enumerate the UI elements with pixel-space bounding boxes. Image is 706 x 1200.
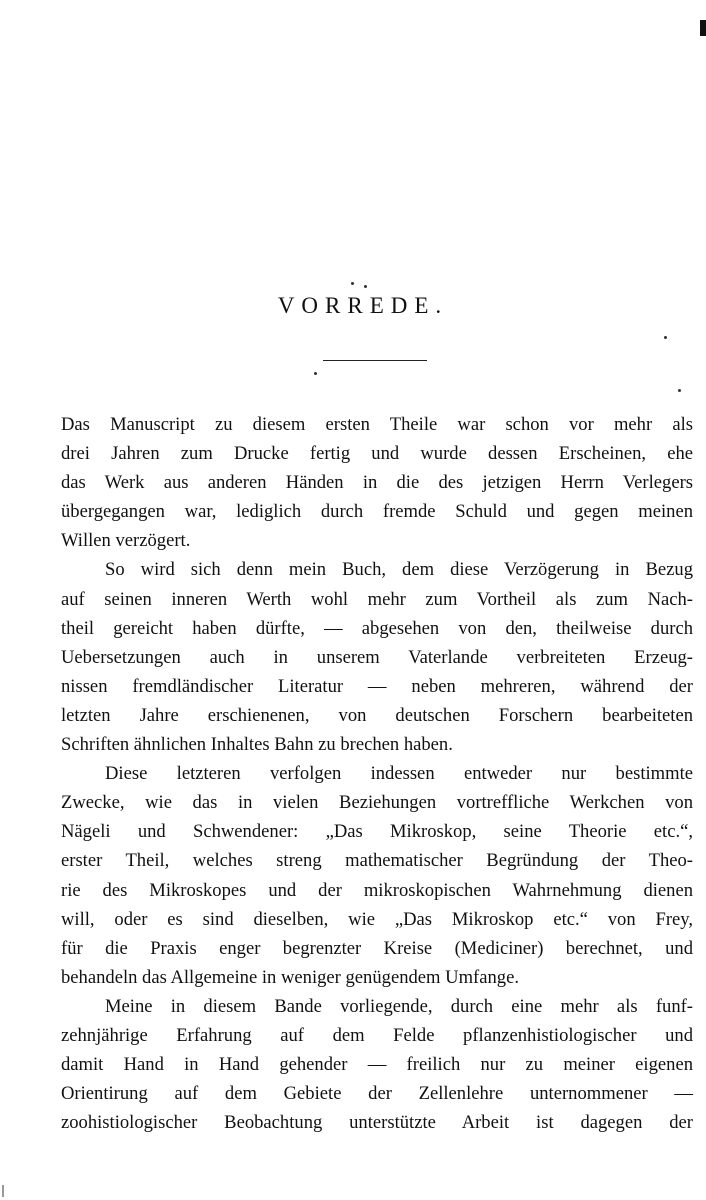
page-edge-mark bbox=[700, 20, 706, 36]
text-line: Uebersetzungen auch in unserem Vaterlande verbreiteten Erzeug- bbox=[61, 646, 693, 668]
text-line: Nägeli und Schwendener: „Das Mikroskop, seine Theorie etc.“, bbox=[61, 821, 693, 843]
text-line: rie des Mikroskopes und der mikroskopischen Wahrnehmung dienen bbox=[61, 879, 693, 901]
print-speck bbox=[678, 389, 681, 392]
text-line: Zwecke, wie das in vielen Beziehungen vortreffliche Werkchen von bbox=[61, 792, 693, 814]
text-line: Schriften ähnlichen Inhaltes Bahn zu brechen haben. bbox=[61, 734, 453, 756]
page-title: VORREDE. bbox=[277, 293, 449, 318]
text-line: drei Jahren zum Drucke fertig und wurde dessen Erscheinen, ehe bbox=[61, 443, 693, 465]
text-line: Willen verzögert. bbox=[61, 530, 191, 552]
print-speck bbox=[314, 372, 317, 375]
text-line: Orientirung auf dem Gebiete der Zellenlehre unternommener — bbox=[61, 1083, 693, 1105]
paragraph bbox=[61, 410, 693, 555]
print-speck bbox=[351, 282, 354, 285]
text-line: nissen fremdländischer Literatur — neben mehreren, während der bbox=[61, 675, 693, 697]
page-edge-mark bbox=[2, 1185, 4, 1197]
text-line: Diese letzteren verfolgen indessen entweder nur bestimmte bbox=[105, 763, 693, 785]
text-line: erster Theil, welches streng mathematischer Begründung der Theo- bbox=[61, 850, 693, 872]
paragraph bbox=[61, 759, 693, 992]
body-text bbox=[61, 410, 693, 1137]
text-line: So wird sich denn mein Buch, dem diese Verzögerung in Bezug bbox=[105, 559, 693, 581]
text-line: Meine in diesem Bande vorliegende, durch eine mehr als funf- bbox=[105, 995, 693, 1017]
print-speck bbox=[364, 285, 367, 288]
text-line: theil gereicht haben dürfte, — abgesehen von den, theilweise durch bbox=[61, 617, 693, 639]
paragraph bbox=[61, 555, 693, 759]
text-line: letzten Jahre erschienenen, von deutschen Forschern bearbeiteten bbox=[61, 704, 693, 726]
text-line: übergegangen war, lediglich durch fremde Schuld und gegen meinen bbox=[61, 501, 693, 523]
text-line: behandeln das Allgemeine in weniger genügendem Umfange. bbox=[61, 966, 519, 988]
title-rule bbox=[323, 360, 427, 361]
text-line: für die Praxis enger begrenzter Kreise (Mediciner) berechnet, und bbox=[61, 937, 693, 959]
text-line: zoohistiologischer Beobachtung unterstützte Arbeit ist dagegen der bbox=[61, 1112, 693, 1134]
text-line: will, oder es sind dieselben, wie „Das Mikroskop etc.“ von Frey, bbox=[61, 908, 693, 930]
text-line: das Werk aus anderen Händen in die des jetzigen Herrn Verlegers bbox=[61, 472, 693, 494]
text-line: damit Hand in Hand gehender — freilich nur zu meiner eigenen bbox=[61, 1054, 693, 1076]
paragraph bbox=[61, 992, 693, 1137]
text-line: zehnjährige Erfahrung auf dem Felde pflanzenhistiologischer und bbox=[61, 1024, 693, 1046]
print-speck bbox=[664, 336, 667, 339]
text-line: auf seinen inneren Werth wohl mehr zum Vortheil als zum Nach- bbox=[61, 588, 693, 610]
text-line: Das Manuscript zu diesem ersten Theile war schon vor mehr als bbox=[61, 414, 693, 435]
